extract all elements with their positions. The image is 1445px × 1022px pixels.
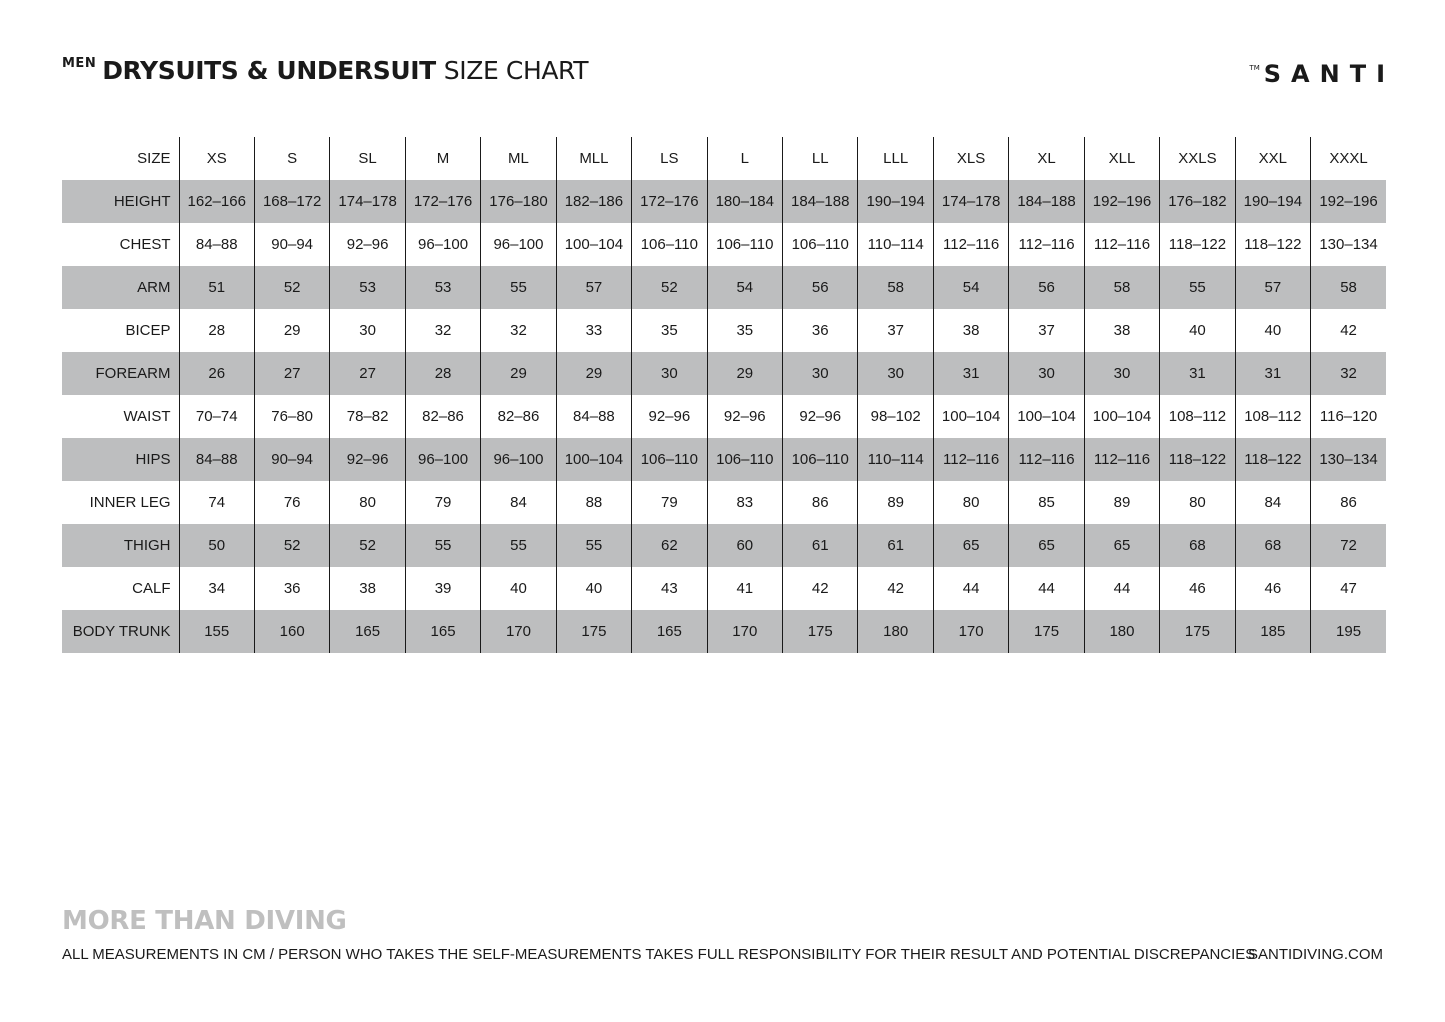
table-cell: 195	[1311, 610, 1386, 653]
table-cell: 52	[632, 266, 707, 309]
brand-logo	[1249, 60, 1395, 88]
table-cell: 106–110	[632, 223, 707, 266]
table-cell: 118–122	[1235, 223, 1310, 266]
size-header-cell: L	[707, 137, 782, 180]
table-cell: 90–94	[254, 223, 329, 266]
table-cell: 40	[1160, 309, 1235, 352]
size-header-cell: XXLS	[1160, 137, 1235, 180]
size-table-body	[62, 180, 1386, 653]
trademark-mark: TM	[1249, 64, 1260, 72]
size-header-cell: XXL	[1235, 137, 1310, 180]
table-cell: 44	[1084, 567, 1159, 610]
row-label: CALF	[132, 580, 171, 597]
table-cell: 53	[330, 266, 405, 309]
table-cell: 29	[707, 352, 782, 395]
size-header-cell: XLS	[933, 137, 1008, 180]
table-cell: 182–186	[556, 180, 631, 223]
table-cell: 116–120	[1311, 395, 1386, 438]
table-cell: 100–104	[1009, 395, 1084, 438]
row-label: FOREARM	[62, 352, 179, 395]
table-cell: 34	[179, 567, 254, 610]
table-cell: 112–116	[933, 438, 1008, 481]
size-header-cell: M	[405, 137, 480, 180]
table-row	[62, 481, 1386, 524]
table-cell: 79	[405, 481, 480, 524]
table-cell: 29	[556, 352, 631, 395]
table-cell: 68	[1160, 524, 1235, 567]
table-cell: 30	[1084, 352, 1159, 395]
table-cell: 26	[179, 352, 254, 395]
table-cell: 54	[707, 266, 782, 309]
table-cell: 61	[858, 524, 933, 567]
table-cell: 29	[254, 309, 329, 352]
table-cell: 50	[179, 524, 254, 567]
table-cell: 28	[179, 309, 254, 352]
table-cell: 174–178	[330, 180, 405, 223]
table-cell: 168–172	[254, 180, 329, 223]
table-cell: 190–194	[858, 180, 933, 223]
table-cell: 96–100	[481, 223, 556, 266]
row-label: HEIGHT	[62, 180, 179, 223]
size-header-cell: LLL	[858, 137, 933, 180]
table-cell: 86	[783, 481, 858, 524]
table-cell: 35	[707, 309, 782, 352]
table-row	[62, 438, 1386, 481]
table-cell: 180	[858, 610, 933, 653]
table-cell: 155	[179, 610, 254, 653]
table-cell: 40	[1235, 309, 1310, 352]
table-cell: 51	[179, 266, 254, 309]
table-cell: 100–104	[933, 395, 1008, 438]
table-row	[62, 352, 1386, 395]
table-cell: 31	[1160, 352, 1235, 395]
size-header-cell: ML	[481, 137, 556, 180]
size-header-cell: XL	[1009, 137, 1084, 180]
table-cell: 160	[254, 610, 329, 653]
table-cell: 108–112	[1160, 395, 1235, 438]
table-cell: 32	[481, 309, 556, 352]
table-cell: 84	[481, 481, 556, 524]
table-cell: 92–96	[330, 223, 405, 266]
table-cell: 84–88	[179, 438, 254, 481]
table-cell: 80	[330, 481, 405, 524]
table-cell: 55	[556, 524, 631, 567]
table-cell: 96–100	[481, 438, 556, 481]
table-cell: 55	[1160, 266, 1235, 309]
table-cell: 58	[1311, 266, 1386, 309]
table-cell: 86	[1311, 481, 1386, 524]
table-cell: 98–102	[858, 395, 933, 438]
table-cell: 82–86	[405, 395, 480, 438]
table-cell: 172–176	[405, 180, 480, 223]
table-row	[62, 567, 1386, 610]
table-cell: 90–94	[254, 438, 329, 481]
title-main: DRYSUITS & UNDERSUIT	[102, 56, 436, 85]
table-cell: 57	[556, 266, 631, 309]
table-cell: 190–194	[1235, 180, 1310, 223]
table-cell: 80	[933, 481, 1008, 524]
table-cell: 170	[481, 610, 556, 653]
table-cell: 65	[1084, 524, 1159, 567]
table-cell: 180	[1084, 610, 1159, 653]
table-row	[62, 524, 1386, 567]
table-cell: 38	[933, 309, 1008, 352]
table-cell: 38	[330, 567, 405, 610]
table-cell: 30	[1009, 352, 1084, 395]
measurement-note: ALL MEASUREMENTS IN CM / PERSON WHO TAKES THE SELF-MEASUREMENTS TAKES FULL RESPONSIBILITY FOR THEIR RESULT AND POTENTIAL DISCREPANCIES	[62, 946, 1256, 963]
table-cell: 112–116	[933, 223, 1008, 266]
table-cell: 112–116	[1009, 438, 1084, 481]
table-cell: 38	[1084, 309, 1159, 352]
table-cell: 108–112	[1235, 395, 1310, 438]
size-header-cell: LL	[783, 137, 858, 180]
table-cell: 85	[1009, 481, 1084, 524]
table-cell: 175	[1009, 610, 1084, 653]
table-cell: 130–134	[1311, 438, 1386, 481]
table-cell: 46	[1235, 567, 1310, 610]
size-header-cell: XXXL	[1311, 137, 1386, 180]
table-cell: 43	[632, 567, 707, 610]
table-cell: 39	[405, 567, 480, 610]
table-cell: 42	[1311, 309, 1386, 352]
table-cell: 118–122	[1160, 438, 1235, 481]
table-cell: 110–114	[858, 438, 933, 481]
table-cell: 70–74	[179, 395, 254, 438]
size-header-cell: XS	[179, 137, 254, 180]
table-cell: 78–82	[330, 395, 405, 438]
table-cell: 89	[1084, 481, 1159, 524]
table-cell: 27	[254, 352, 329, 395]
table-cell: 130–134	[1311, 223, 1386, 266]
table-cell: 106–110	[632, 438, 707, 481]
table-cell: 32	[1311, 352, 1386, 395]
table-cell: 106–110	[707, 438, 782, 481]
table-cell: 31	[1235, 352, 1310, 395]
table-cell: 76–80	[254, 395, 329, 438]
table-cell: 46	[1160, 567, 1235, 610]
table-cell: 30	[632, 352, 707, 395]
brand-name: SANTI	[1263, 60, 1395, 88]
size-header-row	[62, 137, 1386, 180]
table-cell: 30	[330, 309, 405, 352]
table-cell: 61	[783, 524, 858, 567]
table-cell: 55	[405, 524, 480, 567]
table-cell: 92–96	[330, 438, 405, 481]
title-prefix: MEN	[62, 56, 97, 71]
table-cell: 174–178	[933, 180, 1008, 223]
table-cell: 118–122	[1160, 223, 1235, 266]
table-cell: 53	[405, 266, 480, 309]
table-cell: 72	[1311, 524, 1386, 567]
table-cell: 30	[858, 352, 933, 395]
table-cell: 92–96	[632, 395, 707, 438]
table-cell: 112–116	[1084, 438, 1159, 481]
table-cell: 28	[405, 352, 480, 395]
table-cell: 100–104	[1084, 395, 1159, 438]
row-label: BICEP	[125, 322, 171, 339]
size-header-cell: XLL	[1084, 137, 1159, 180]
row-label: THIGH	[62, 524, 179, 567]
table-cell: 175	[556, 610, 631, 653]
table-cell: 44	[933, 567, 1008, 610]
table-cell: 62	[632, 524, 707, 567]
table-cell: 175	[783, 610, 858, 653]
website-text: SANTIDIVING.COM	[1247, 946, 1383, 963]
table-cell: 54	[933, 266, 1008, 309]
table-cell: 58	[858, 266, 933, 309]
row-label: HIPS	[62, 438, 179, 481]
table-row	[62, 266, 1386, 309]
table-cell: 56	[1009, 266, 1084, 309]
table-cell: 82–86	[481, 395, 556, 438]
table-cell: 58	[1084, 266, 1159, 309]
table-cell: 170	[933, 610, 1008, 653]
table-cell: 92–96	[783, 395, 858, 438]
size-chart-table	[62, 137, 1386, 653]
table-cell: 56	[783, 266, 858, 309]
table-cell: 96–100	[405, 223, 480, 266]
table-cell: 29	[481, 352, 556, 395]
size-header-cell: MLL	[556, 137, 631, 180]
table-cell: 83	[707, 481, 782, 524]
table-cell: 180–184	[707, 180, 782, 223]
table-cell: 172–176	[632, 180, 707, 223]
table-cell: 74	[179, 481, 254, 524]
table-cell: 31	[933, 352, 1008, 395]
table-cell: 165	[632, 610, 707, 653]
table-cell: 65	[933, 524, 1008, 567]
tagline: MORE THAN DIVING	[62, 906, 347, 936]
table-cell: 36	[254, 567, 329, 610]
table-cell: 170	[707, 610, 782, 653]
table-cell: 55	[481, 266, 556, 309]
table-cell: 27	[330, 352, 405, 395]
title-suffix: SIZE CHART	[443, 56, 589, 85]
table-cell: 112–116	[1084, 223, 1159, 266]
table-cell: 92–96	[707, 395, 782, 438]
table-cell: 175	[1160, 610, 1235, 653]
table-row	[62, 395, 1386, 438]
table-cell: 96–100	[405, 438, 480, 481]
table-cell: 162–166	[179, 180, 254, 223]
table-cell: 84–88	[179, 223, 254, 266]
row-label: WAIST	[123, 408, 171, 425]
table-cell: 106–110	[783, 438, 858, 481]
table-cell: 76	[254, 481, 329, 524]
table-cell: 80	[1160, 481, 1235, 524]
table-cell: 52	[254, 524, 329, 567]
size-header-cell: LS	[632, 137, 707, 180]
table-cell: 118–122	[1235, 438, 1310, 481]
table-cell: 35	[632, 309, 707, 352]
table-cell: 52	[254, 266, 329, 309]
table-row	[62, 223, 1386, 266]
table-cell: 52	[330, 524, 405, 567]
table-cell: 106–110	[707, 223, 782, 266]
table-cell: 33	[556, 309, 631, 352]
table-cell: 57	[1235, 266, 1310, 309]
table-cell: 192–196	[1084, 180, 1159, 223]
table-cell: 47	[1311, 567, 1386, 610]
table-cell: 185	[1235, 610, 1310, 653]
table-cell: 112–116	[1009, 223, 1084, 266]
table-cell: 84–88	[556, 395, 631, 438]
table-cell: 84	[1235, 481, 1310, 524]
table-cell: 176–182	[1160, 180, 1235, 223]
table-cell: 42	[783, 567, 858, 610]
table-cell: 42	[858, 567, 933, 610]
table-cell: 88	[556, 481, 631, 524]
row-label: BODY TRUNK	[62, 610, 179, 653]
row-label: ARM	[62, 266, 179, 309]
table-cell: 65	[1009, 524, 1084, 567]
row-label: INNER LEG	[89, 494, 171, 511]
table-row	[62, 610, 1386, 653]
table-cell: 32	[405, 309, 480, 352]
size-header-cell: SL	[330, 137, 405, 180]
table-row	[62, 180, 1386, 223]
table-cell: 55	[481, 524, 556, 567]
table-cell: 184–188	[783, 180, 858, 223]
row-label: CHEST	[119, 236, 171, 253]
table-cell: 89	[858, 481, 933, 524]
table-cell: 184–188	[1009, 180, 1084, 223]
table-cell: 100–104	[556, 223, 631, 266]
size-header-label: SIZE	[137, 150, 171, 167]
page-title	[62, 56, 588, 85]
table-cell: 176–180	[481, 180, 556, 223]
table-cell: 165	[405, 610, 480, 653]
table-cell: 68	[1235, 524, 1310, 567]
table-cell: 36	[783, 309, 858, 352]
table-cell: 79	[632, 481, 707, 524]
table-cell: 40	[481, 567, 556, 610]
table-row	[62, 309, 1386, 352]
table-cell: 110–114	[858, 223, 933, 266]
table-cell: 60	[707, 524, 782, 567]
table-cell: 100–104	[556, 438, 631, 481]
table-cell: 37	[858, 309, 933, 352]
table-cell: 165	[330, 610, 405, 653]
table-cell: 37	[1009, 309, 1084, 352]
table-cell: 44	[1009, 567, 1084, 610]
table-cell: 40	[556, 567, 631, 610]
table-cell: 192–196	[1311, 180, 1386, 223]
size-header-cell: S	[254, 137, 329, 180]
table-cell: 41	[707, 567, 782, 610]
table-cell: 30	[783, 352, 858, 395]
table-cell: 106–110	[783, 223, 858, 266]
